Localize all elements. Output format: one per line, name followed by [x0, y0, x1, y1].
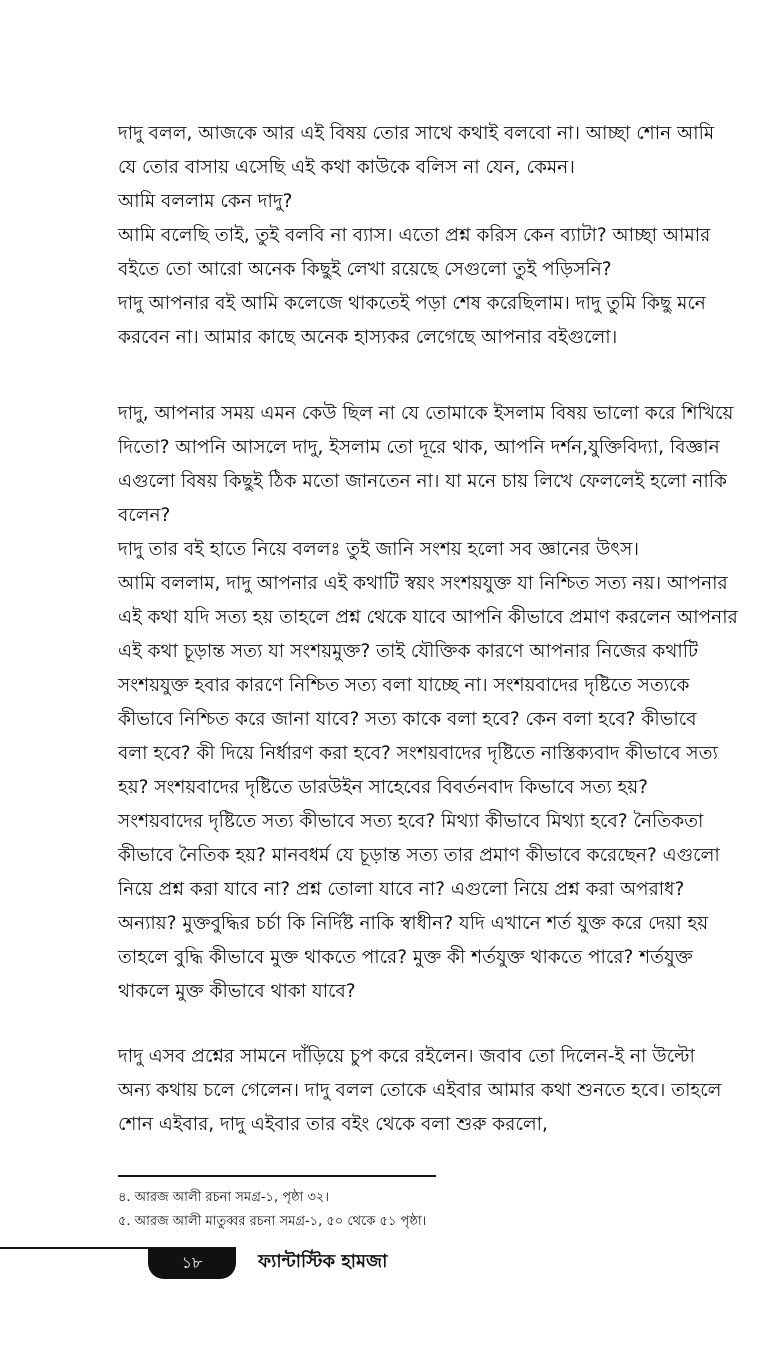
text-line: শোন এইবার, দাদু এইবার তার বইং থেকে বলা শুরু করলো,	[118, 1114, 548, 1135]
text-line: অন্য কথায় চলে গেলেন। দাদু বলল তোকে এইবার আমার কথা শুনতে হবে। তাহলে	[118, 1080, 722, 1101]
text-line: কীভাবে নৈতিক হয়? মানবধর্ম যে চূড়ান্ত সত্য তার প্রমাণ কীভাবে করেছেন? এগুলো	[118, 845, 720, 866]
text-line: দাদু আপনার বই আমি কলেজে থাকতেই পড়া শেষ করেছিলাম। দাদু তুমি কিছু মনে	[118, 293, 706, 314]
text-line: এই কথা চূড়ান্ত সত্য যা সংশয়মুক্ত? তাই যৌক্তিক কারণে আপনার নিজের কথাটি	[118, 641, 699, 662]
page-number: ১৮	[181, 1253, 203, 1272]
text-line: অন্যায়? মুক্তবুদ্ধির চর্চা কি নির্দিষ্ট নাকি স্বাধীন? যদি এখানে শর্ত যুক্ত করে দেয়া হয়	[118, 913, 709, 934]
text-line: থাকলে মুক্ত কীভাবে থাকা যাবে?	[118, 981, 356, 1002]
paragraph-block-2	[118, 397, 754, 1009]
text-line: করবেন না। আমার কাছে অনেক হাস্যকর লেগেছে আপনার বইগুলো।	[118, 327, 618, 348]
text-line: নিয়ে প্রশ্ন করা যাবে না? প্রশ্ন তোলা যাবে না? এগুলো নিয়ে প্রশ্ন করা অপরাধ?	[118, 879, 685, 900]
running-footer-title: ফ্যান্টাস্টিক হামজা	[258, 1251, 388, 1272]
text-line: দাদু তার বই হাতে নিয়ে বললঃ তুই জানি সংশয় হলো সব জ্ঞানের উৎস।	[118, 539, 639, 560]
text-line: দিতো? আপনি আসলে দাদু, ইসলাম তো দূরে থাক, আপনি দর্শন,যুক্তিবিদ্যা, বিজ্ঞান	[118, 437, 720, 458]
text-line: সংশয়যুক্ত হবার কারণে নিশ্চিত সত্য বলা যাচ্ছে না। সংশয়বাদের দৃষ্টিতে সত্যকে	[118, 675, 690, 696]
text-line: বলেন?	[118, 505, 171, 526]
text-line: বইতে তো আরো অনেক কিছুই লেখা রয়েছে সেগুলো তুই পড়িসনি?	[118, 259, 612, 280]
footnote-5: ৫. আরজ আলী মাতুব্বর রচনা সমগ্র-১, ৫০ থেকে ৫১ পৃষ্ঠা।	[118, 1214, 427, 1229]
text-line: দাদু এসব প্রশ্নের সামনে দাঁড়িয়ে চুপ করে রইলেন। জবাব তো দিলেন-ই না উল্টো	[118, 1046, 695, 1067]
text-line: যে তোর বাসায় এসেছি এই কথা কাউকে বলিস না যেন, কেমন।	[118, 157, 575, 178]
text-line: বলা হবে? কী দিয়ে নির্ধারণ করা হবে? সংশয়বাদের দৃষ্টিতে নাস্তিক্যবাদ কীভাবে সত্য	[118, 743, 718, 764]
text-line: সংশয়বাদের দৃষ্টিতে সত্য কীভাবে সত্য হবে? মিথ্যা কীভাবে মিথ্যা হবে? নৈতিকতা	[118, 811, 704, 832]
text-line: আমি বলেছি তাই, তুই বলবি না ব্যাস। এতো প্রশ্ন করিস কেন ব্যাটা? আচ্ছা আমার	[118, 225, 711, 246]
text-line: আমি বললাম, দাদু আপনার এই কথাটি স্বয়ং সংশয়যুক্ত যা নিশ্চিত সত্য নয়। আপনার	[118, 573, 728, 594]
text-line: হয়? সংশয়বাদের দৃষ্টিতে ডারউইন সাহেবের বিবর্তনবাদ কিভাবে সত্য হয়?	[118, 777, 648, 798]
text-line: এই কথা যদি সত্য হয় তাহলে প্রশ্ন থেকে যাবে আপনি কীভাবে প্রমাণ করলেন আপনার	[118, 607, 738, 628]
text-line: আমি বললাম কেন দাদু?	[118, 191, 293, 212]
text-line: কীভাবে নিশ্চিত করে জানা যাবে? সত্য কাকে বলা হবে? কেন বলা হবে? কীভাবে	[118, 709, 697, 730]
footnotes	[118, 1186, 426, 1234]
footnote-divider	[118, 1175, 436, 1177]
text-line: তাহলে বুদ্ধি কীভাবে মুক্ত থাকতে পারে? মুক্ত কী শর্তযুক্ত থাকতে পারে? শর্তযুক্ত	[118, 947, 693, 968]
paragraph-block-3	[118, 1040, 754, 1142]
footnote-4: ৪. আরজ আলী রচনা সমগ্র-১, পৃষ্ঠা ৩২।	[118, 1190, 329, 1205]
page-number-tab	[148, 1247, 236, 1279]
text-line: দাদু বলল, আজকে আর এই বিষয় তোর সাথে কথাই বলবো না। আচ্ছা শোন আমি	[118, 123, 715, 144]
text-line: দাদু, আপনার সময় এমন কেউ ছিল না যে তোমাকে ইসলাম বিষয় ভালো করে শিখিয়ে	[118, 403, 734, 424]
text-line: এগুলো বিষয় কিছুই ঠিক মতো জানতেন না। যা মনে চায় লিখে ফেললেই হলো নাকি	[118, 471, 727, 492]
paragraph-block-1	[118, 117, 754, 355]
